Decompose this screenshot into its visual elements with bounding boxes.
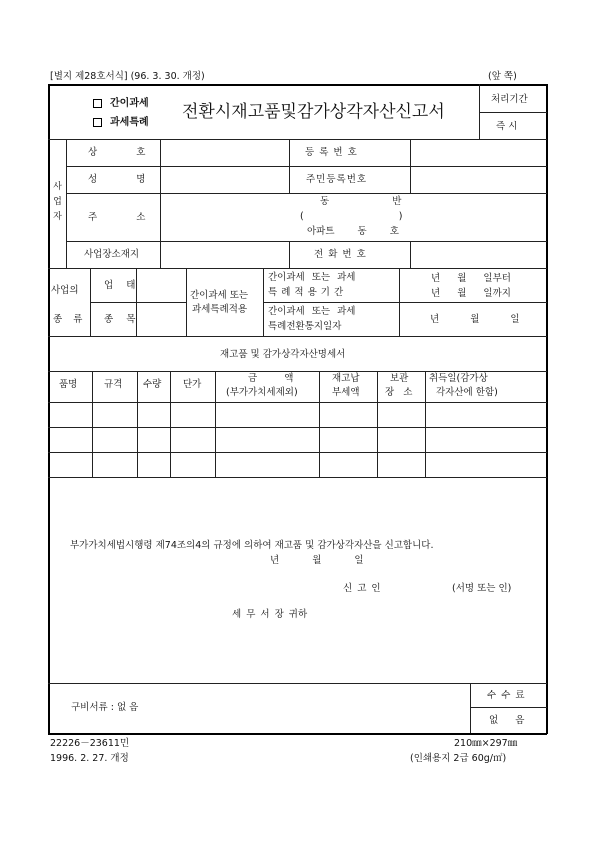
period-label-2: 특 례 적 용 기 간	[268, 287, 344, 298]
col-header-tax: 재고납	[332, 373, 360, 384]
frame-top	[48, 84, 547, 86]
notice-date-label-2: 특례전환통지일자	[268, 321, 342, 332]
phone-label: 전 화 번 호	[314, 249, 366, 260]
paper-spec: (인쇄용지 2급 60g/㎡)	[410, 753, 507, 764]
item-label: 종 목	[104, 314, 136, 325]
page-side: (앞 쪽)	[488, 71, 517, 82]
location-field[interactable]	[161, 242, 289, 268]
table-row[interactable]	[49, 403, 546, 427]
resident-no-field[interactable]	[411, 167, 546, 193]
revision-date: 1996. 2. 27. 개정	[50, 753, 129, 764]
business-type-label-1: 사업의	[51, 285, 79, 296]
form-code: 22226－23611민	[50, 738, 130, 749]
period-label-1: 간이과세 또는 과세	[268, 272, 356, 283]
notice-date-label-1: 간이과세 또는 과세	[268, 306, 356, 317]
category-field[interactable]	[137, 269, 186, 302]
processing-period-value: 즉 시	[496, 121, 518, 132]
col-header-spec: 규격	[104, 379, 123, 390]
simplified-tax-label: 간이과세	[110, 98, 149, 109]
reg-no-label: 등 록 번 호	[305, 147, 357, 158]
frame-right	[546, 84, 548, 734]
category-label: 업 태	[104, 280, 136, 291]
biz-group-divider	[66, 139, 67, 268]
address-dong: 동 반	[320, 196, 402, 207]
name-label: 성 명	[88, 174, 146, 185]
table-row[interactable]	[49, 453, 546, 477]
applied-type-label-1: 간이과세 또는	[190, 290, 249, 301]
notice-date-value: 년 월 일	[430, 314, 520, 325]
special-tax-checkbox[interactable]	[93, 118, 102, 127]
form-title: 전환시재고품및감가상각자산신고서	[182, 102, 445, 122]
biz-mid-divider-a	[289, 139, 290, 193]
biz-mid-divider-b	[289, 241, 290, 268]
trade-name-field[interactable]	[161, 140, 289, 166]
period-field[interactable]	[400, 269, 546, 302]
period-value-1: 년 월 일부터	[431, 273, 511, 284]
trade-name-label: 상 호	[88, 147, 146, 158]
btype-bottom-line	[48, 336, 547, 337]
col-header-item: 품명	[59, 379, 78, 390]
bottom-section-line	[48, 683, 547, 684]
inventory-section-title: 재고품 및 감가상각자산명세서	[220, 349, 346, 360]
col-header-acquired: 취득일(감가상	[429, 373, 488, 384]
item-field[interactable]	[137, 303, 186, 336]
btype-mid-divider	[186, 268, 187, 336]
frame-bottom	[48, 733, 547, 735]
phone-field[interactable]	[411, 242, 546, 268]
col-header-qty: 수량	[143, 379, 162, 390]
inventory-row3-line	[48, 477, 547, 478]
declaration-date: 년 월 일	[270, 555, 364, 566]
period-value-2: 년 월 일까지	[431, 288, 511, 299]
address-paren: ( )	[300, 211, 403, 222]
fee-mid-line	[470, 707, 547, 708]
location-label: 사업장소재지	[84, 249, 140, 260]
applied-type-label-2: 과세특례적용	[192, 304, 248, 315]
notice-date-field[interactable]	[400, 303, 546, 336]
col-header-storage-sub: 장 소	[385, 387, 413, 398]
col-header-amount-sub: (부가가치세제외)	[226, 387, 298, 398]
address-label: 주 소	[88, 212, 146, 223]
table-row[interactable]	[49, 428, 546, 452]
inventory-title-line	[48, 371, 547, 372]
processing-mid-line	[479, 112, 547, 113]
name-field[interactable]	[161, 167, 289, 193]
special-tax-label: 과세특례	[110, 117, 149, 128]
reg-no-field[interactable]	[411, 140, 546, 166]
signature-label: (서명 또는 인)	[452, 583, 512, 594]
fee-divider	[470, 683, 471, 733]
declaration-statement: 부가가치세법시행령 제74조의4의 규정에 의하여 재고품 및 감가상각자산을 신고합니다.	[70, 540, 434, 551]
col-header-amount: 금 액	[248, 373, 294, 384]
tax-office-addressee: 세 무 서 장 귀하	[232, 609, 308, 620]
business-type-label-2: 종 류	[53, 314, 83, 325]
col-header-tax-sub: 부세액	[332, 387, 360, 398]
address-field[interactable]	[161, 194, 546, 241]
required-docs: 구비서류 : 없 음	[71, 702, 139, 713]
fee-label: 수 수 료	[487, 690, 525, 701]
paper-size: 210㎜×297㎜	[454, 738, 518, 749]
fee-value: 없 음	[489, 715, 525, 726]
business-group-label: 사 업 자	[53, 182, 62, 222]
declarant-label: 신 고 인	[343, 583, 381, 594]
col-header-acquired-sub: 각자산에 한함)	[436, 387, 498, 398]
processing-period-label: 처리기간	[491, 94, 528, 105]
resident-no-label: 주민등록번호	[306, 174, 368, 185]
form-number: [별지 제28호서식] (96. 3. 30. 개정)	[50, 71, 205, 82]
simplified-tax-checkbox[interactable]	[93, 99, 102, 108]
address-apartment: 아파트 동 호	[307, 226, 399, 237]
col-header-storage: 보관	[390, 373, 409, 384]
col-header-price: 단가	[183, 379, 202, 390]
